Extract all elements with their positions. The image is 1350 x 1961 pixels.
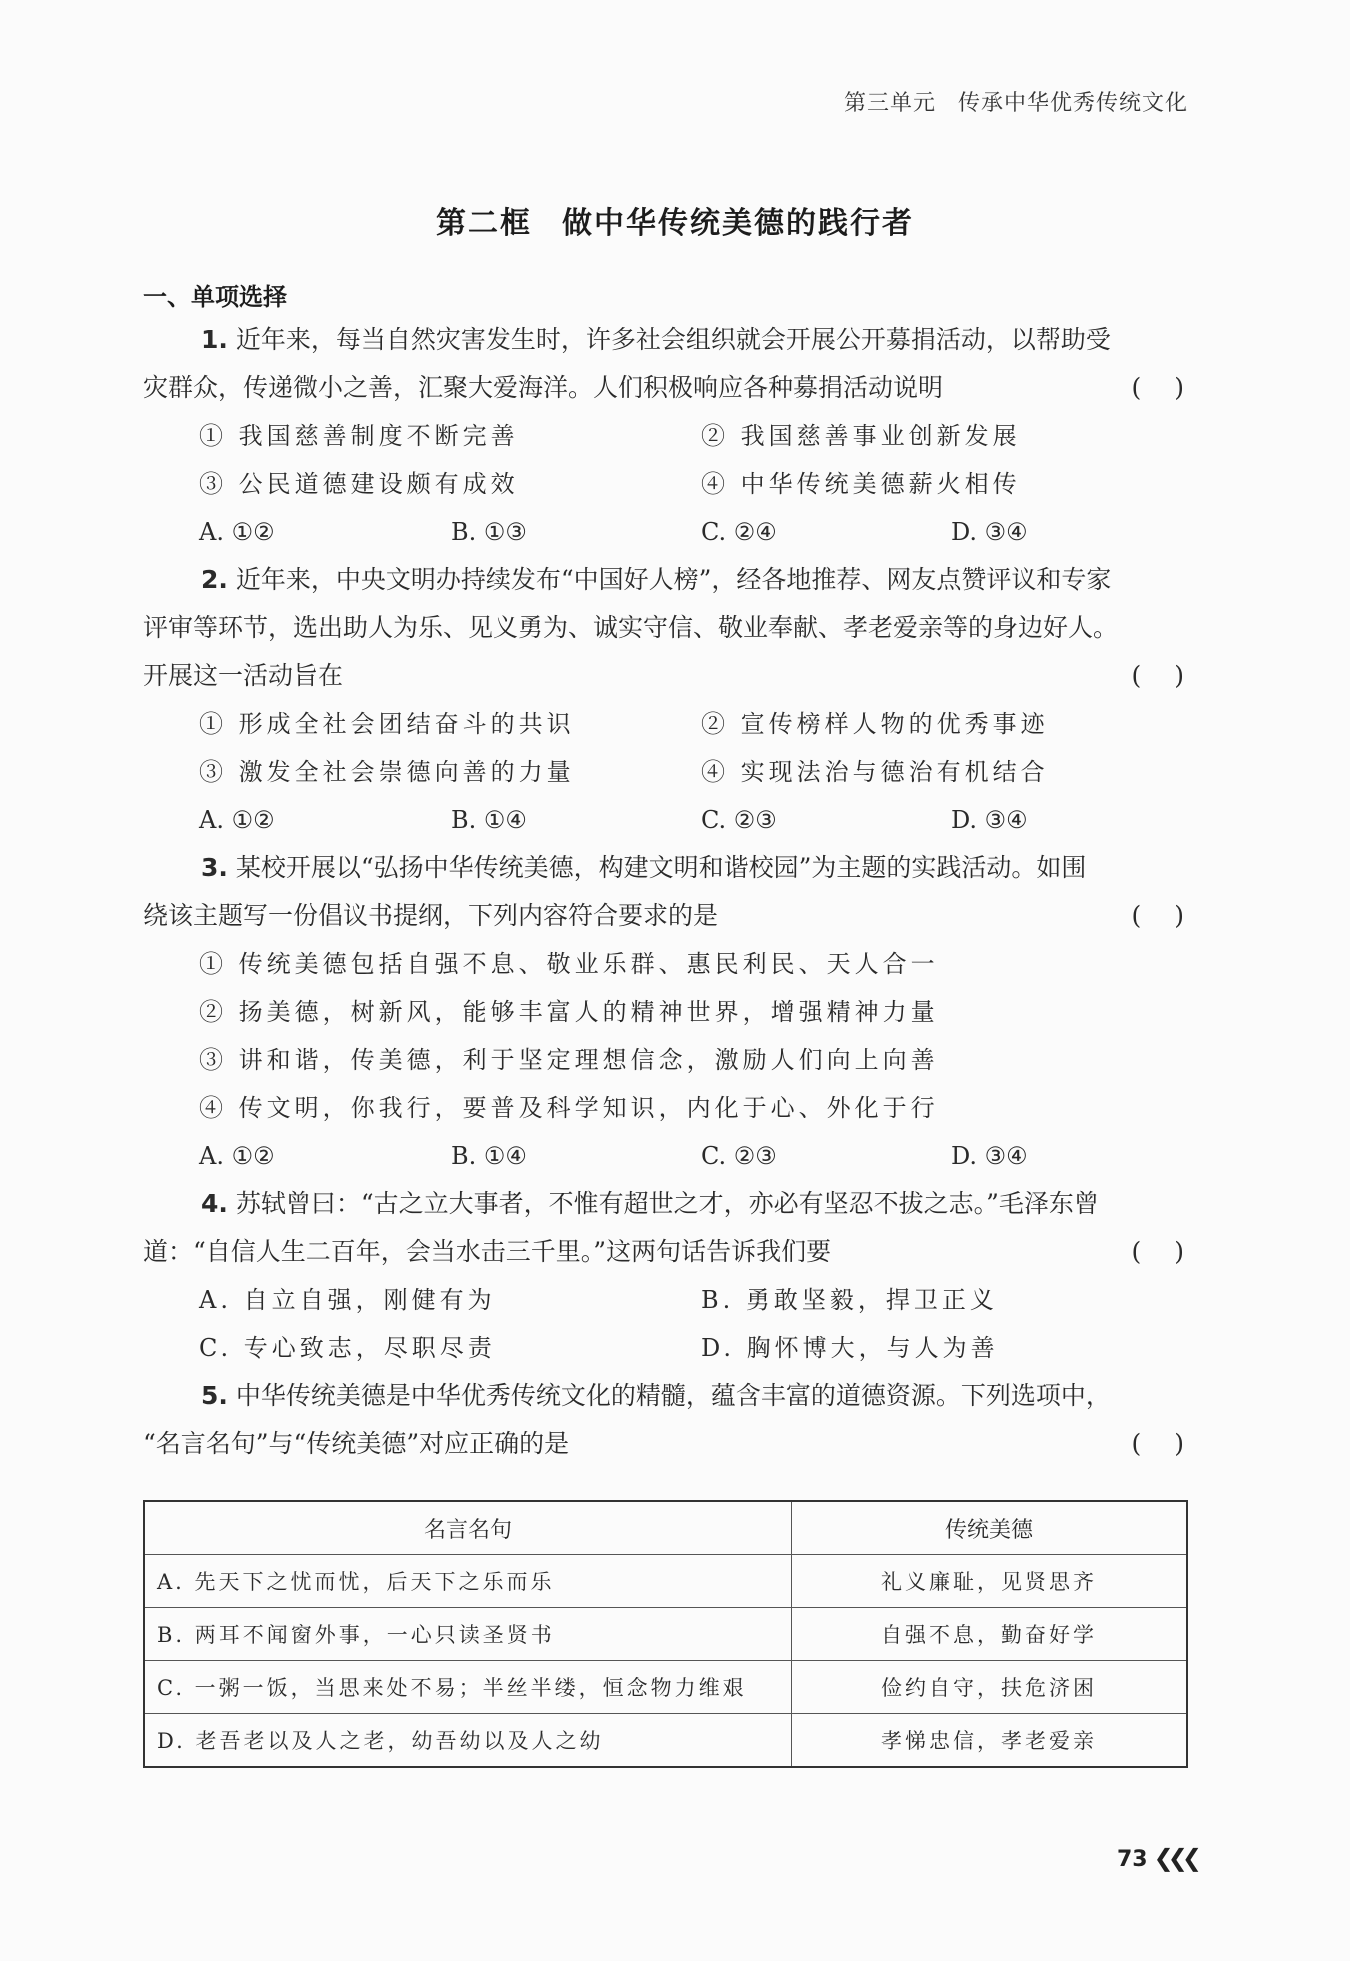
choice-c[interactable]: C. ②④ bbox=[701, 518, 777, 546]
choices-row bbox=[143, 796, 1188, 844]
statement: ② 扬美德，树新风，能够丰富人的精神世界，增强精神力量 bbox=[199, 998, 939, 1026]
question-text: “名言名句”与“传统美德”对应正确的是 bbox=[143, 1429, 570, 1458]
question-text: 近年来，每当自然灾害发生时，许多社会组织就会开展公开募捐活动，以帮助受 bbox=[235, 325, 1111, 354]
question-2-line-1 bbox=[143, 556, 1188, 604]
question-1-line-2 bbox=[143, 364, 1188, 412]
table-row[interactable] bbox=[144, 1661, 1187, 1714]
column-header-virtues: 传统美德 bbox=[792, 1501, 1188, 1555]
statement: ① 传统美德包括自强不息、敬业乐群、惠民利民、天人合一 bbox=[199, 950, 939, 978]
choice-b[interactable]: B. ①④ bbox=[451, 1142, 527, 1170]
question-number: 2. bbox=[201, 565, 228, 594]
title-part: 第二框 bbox=[436, 206, 532, 241]
statement-row bbox=[143, 412, 1188, 460]
question-text: 绕该主题写一份倡议书提纲，下列内容符合要求的是 bbox=[143, 901, 719, 930]
statement: ④ 实现法治与德治有机结合 bbox=[701, 758, 1049, 786]
unit-label: 第三单元 bbox=[843, 91, 936, 116]
statement: ② 我国慈善事业创新发展 bbox=[701, 422, 1021, 450]
virtue-cell: 孝悌忠信，孝老爱亲 bbox=[792, 1714, 1188, 1768]
question-number: 5. bbox=[201, 1381, 228, 1410]
running-header bbox=[844, 86, 1188, 117]
question-text: 苏轼曾曰：“古之立大事者，不惟有超世之才，亦必有坚忍不拔之志。”毛泽东曾 bbox=[235, 1189, 1099, 1218]
question-number: 3. bbox=[201, 853, 228, 882]
question-2-line-3 bbox=[143, 652, 1188, 700]
choice-a[interactable]: A. ①② bbox=[199, 1142, 275, 1170]
quotes-virtues-table bbox=[143, 1500, 1188, 1768]
statement: ③ 激发全社会崇德向善的力量 bbox=[199, 758, 575, 786]
statement-row bbox=[143, 748, 1188, 796]
question-4-line-2 bbox=[143, 1228, 1188, 1276]
table-header-row bbox=[144, 1501, 1187, 1555]
choice-a[interactable]: A. ①② bbox=[199, 806, 275, 834]
choices-row bbox=[143, 1324, 1188, 1372]
triple-chevron-left-icon: ❮❮❮ bbox=[1153, 1844, 1196, 1872]
quote-cell: B. 两耳不闻窗外事，一心只读圣贤书 bbox=[144, 1608, 792, 1661]
question-text: 中华传统美德是中华优秀传统文化的精髓，蕴含丰富的道德资源。下列选项中， bbox=[235, 1381, 1111, 1410]
virtue-cell: 自强不息，勤奋好学 bbox=[792, 1608, 1188, 1661]
page-title bbox=[0, 198, 1350, 242]
statement: ③ 公民道德建设颇有成效 bbox=[199, 470, 519, 498]
answer-paren: ( ) bbox=[1131, 661, 1188, 690]
choice-a[interactable]: A. ①② bbox=[199, 518, 275, 546]
virtue-cell: 俭约自守，扶危济困 bbox=[792, 1661, 1188, 1714]
question-text: 某校开展以“弘扬中华传统美德，构建文明和谐校园”为主题的实践活动。如围 bbox=[235, 853, 1087, 882]
answer-paren: ( ) bbox=[1131, 373, 1188, 402]
table-row[interactable] bbox=[144, 1608, 1187, 1661]
choices-row bbox=[143, 508, 1188, 556]
choice-b[interactable]: B. ①④ bbox=[451, 806, 527, 834]
question-text: 灾群众，传递微小之善，汇聚大爱海洋。人们积极响应各种募捐活动说明 bbox=[143, 373, 944, 402]
table-row[interactable] bbox=[144, 1714, 1187, 1768]
section-heading: 一、单项选择 bbox=[143, 283, 287, 311]
quote-cell: C. 一粥一饭，当思来处不易；半丝半缕，恒念物力维艰 bbox=[144, 1661, 792, 1714]
question-3-line-1 bbox=[143, 844, 1188, 892]
question-4-line-1 bbox=[143, 1180, 1188, 1228]
statement-row bbox=[143, 460, 1188, 508]
choice-c[interactable]: C. ②③ bbox=[701, 1142, 777, 1170]
question-number: 1. bbox=[201, 325, 228, 354]
answer-paren: ( ) bbox=[1131, 901, 1188, 930]
page-number-text: 73 bbox=[1117, 1847, 1148, 1872]
statement-row bbox=[143, 700, 1188, 748]
choice-d[interactable]: D. 胸怀博大，与人为善 bbox=[701, 1334, 999, 1362]
statement: ② 宣传榜样人物的优秀事迹 bbox=[701, 710, 1049, 738]
title-text: 做中华传统美德的践行者 bbox=[562, 206, 914, 241]
quote-cell: A. 先天下之忧而忧，后天下之乐而乐 bbox=[144, 1555, 792, 1608]
question-text: 道：“自信人生二百年，会当水击三千里。”这两句话告诉我们要 bbox=[143, 1237, 832, 1266]
question-text: 开展这一活动旨在 bbox=[143, 661, 344, 690]
question-number: 4. bbox=[201, 1189, 228, 1218]
choice-b[interactable]: B. 勇敢坚毅，捍卫正义 bbox=[701, 1286, 998, 1314]
question-list bbox=[143, 278, 1188, 1468]
choices-row bbox=[143, 1276, 1188, 1324]
statement: ④ 传文明，你我行，要普及科学知识，内化于心、外化于行 bbox=[199, 1094, 939, 1122]
statement: ③ 讲和谐，传美德，利于坚定理想信念，激励人们向上向善 bbox=[199, 1046, 939, 1074]
choice-d[interactable]: D. ③④ bbox=[951, 806, 1028, 834]
unit-title: 传承中华优秀传统文化 bbox=[957, 91, 1188, 116]
choice-b[interactable]: B. ①③ bbox=[451, 518, 527, 546]
page-number bbox=[1117, 1844, 1196, 1872]
statement: ④ 中华传统美德薪火相传 bbox=[701, 470, 1021, 498]
choices-row bbox=[143, 1132, 1188, 1180]
table-row[interactable] bbox=[144, 1555, 1187, 1608]
choice-c[interactable]: C. ②③ bbox=[701, 806, 777, 834]
statement: ① 我国慈善制度不断完善 bbox=[199, 422, 519, 450]
answer-paren: ( ) bbox=[1131, 1237, 1188, 1266]
question-text: 评审等环节，选出助人为乐、见义勇为、诚实守信、敬业奉献、孝老爱亲等的身边好人。 bbox=[143, 613, 1119, 642]
choice-a[interactable]: A. 自立自强，刚健有为 bbox=[199, 1286, 496, 1314]
question-2-line-2 bbox=[143, 604, 1188, 652]
choice-d[interactable]: D. ③④ bbox=[951, 1142, 1028, 1170]
column-header-quotes: 名言名句 bbox=[144, 1501, 792, 1555]
question-1-line-1 bbox=[143, 316, 1188, 364]
question-3-line-2 bbox=[143, 892, 1188, 940]
statement: ① 形成全社会团结奋斗的共识 bbox=[199, 710, 575, 738]
choice-d[interactable]: D. ③④ bbox=[951, 518, 1028, 546]
quote-cell: D. 老吾老以及人之老，幼吾幼以及人之幼 bbox=[144, 1714, 792, 1768]
question-5-line-2 bbox=[143, 1420, 1188, 1468]
question-5-line-1 bbox=[143, 1372, 1188, 1420]
answer-paren: ( ) bbox=[1131, 1429, 1188, 1458]
choice-c[interactable]: C. 专心致志，尽职尽责 bbox=[199, 1334, 496, 1362]
question-text: 近年来，中央文明办持续发布“中国好人榜”，经各地推荐、网友点赞评议和专家 bbox=[235, 565, 1112, 594]
virtue-cell: 礼义廉耻，见贤思齐 bbox=[792, 1555, 1188, 1608]
